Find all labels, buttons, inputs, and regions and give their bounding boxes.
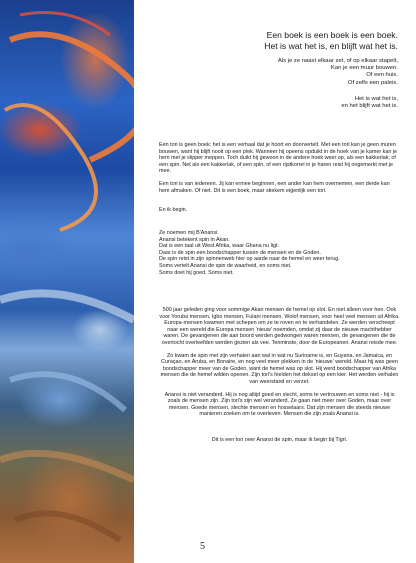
poem-line: en het blijft wat het is. xyxy=(341,103,398,110)
poem-line: Of zelfs een paleis. xyxy=(347,79,398,86)
poem-line: Het is wat het is, xyxy=(354,95,398,102)
anansi-section xyxy=(159,230,400,276)
page-number: 5 xyxy=(200,541,205,552)
history-paragraph-1: 500 jaar geleden ging voor sommige Akan mensen de hemel op slot. En niet alleen voor hen. Ook voor Yoruba mensen, Igbo mensen, Fulani mensen, Wolof mensen, voor heel veel mensen uit Afrika. Europa-mensen kwamen met schepen om ze te roven en te verhandelen. Ze werden verscheept naar een wereld die Europa mensen 'nieuw' noemden, omdat zij daar de nieuwe machthebber waren. De gevangenen die aan boord werden gedwongen waren mensen, de gevangenen die de overtocht overleefden werden gezien als vee. Tenminste, door de Europeanen. Anansi reisde mee. xyxy=(159,307,400,346)
intro-section xyxy=(159,142,400,214)
anansi-line: Dat is een taal uit West Afrika, waar Ghana nu ligt. xyxy=(159,243,280,250)
anansi-line: Anansi betekent spin in Akan. xyxy=(159,236,230,243)
poem-line: Kan je een muur bouwen. xyxy=(330,65,398,72)
cover-artwork xyxy=(0,0,134,563)
poem-stanza-2 xyxy=(152,96,398,110)
anansi-line: Ze noemen mij B'Anansi. xyxy=(159,230,219,236)
title-line-1: Een boek is een boek is een boek. xyxy=(266,30,398,40)
anansi-line: Soms doet hij goed. Soms niet. xyxy=(159,269,234,276)
intro-paragraph-2: Een tori is van iedereen. Jij kan ermee beginnen, een ander kan hem overnemen, een derde kan hem afmaken. Of niet. Dit is een boek, maar stiekem eigenlijk een tori. xyxy=(159,180,390,194)
title-line-2: Het is wat het is, en blijft wat het is. xyxy=(264,40,398,51)
anansi-line: De spin reist in zijn spinnenweb hier op aarde naar de hemel en weer terug. xyxy=(159,256,340,263)
poem-line: Als je ze naast elkaar zet, of op elkaar stapelt, xyxy=(277,58,398,64)
history-paragraph-3: Anansi is niet veranderd. Hij is nog altijd goed en slecht, soms te vertrouwen en soms niet - hij is zoals de mensen zijn. Zijn tori's zijn wel veranderd. Ze gaan niet meer over Goden, maar over mensen. Goede mensen, slechte mensen en hosselaars. Dat zijn mensen die steeds nieuwe manieren zoeken om te overleven. Mensen die zijn zoals Anansi is. xyxy=(164,391,395,418)
poem-stanza xyxy=(152,58,398,87)
history-section xyxy=(159,307,400,444)
text-page xyxy=(152,0,398,563)
poem-line: Of een huis. xyxy=(366,72,398,79)
history-paragraph-2: Zo kwam de spin met zijn verhalen aan wal in wat nu Suriname is, en Guyana, en Jamaica, en Curaçao, en Aruba, en Bonaire, en nog veel meer plekken in de 'nieuwe' wereld. Maar hij was geen boodschapper meer van de Goden, want de hemel was op slot. Hij werd boodschapper van Afrika mensen die de hemel wilden openen. Zijn tori's hielden het deksel op een kier. Het werden verhalen van weerstand en verzet. xyxy=(160,352,399,385)
header-block xyxy=(152,30,398,110)
closing-line: Dit is een tori over Anansi de spin, maar ik begin bij Tigri. xyxy=(211,436,348,443)
anansi-line: Daar is de spin een boodschapper tussen de mensen en de Goden. xyxy=(159,249,321,256)
intro-paragraph-3: En ik begin. xyxy=(159,207,188,214)
artwork-brush-strokes xyxy=(0,0,134,563)
intro-paragraph-1: Een tori is geen boek: het is een verhaal dat je hoort en doorvertelt. Met een tori kan je geen muren bouwen, want hij blijft nooit op een plek. Wanneer hij opeens opduikt in de hoek van je kamer kan je hem met je slipper meppen. Toch duikt hij gewoon in de andere hoek weer op, als een kakkerlak; of een spin. Net als een kakkerlak, of een spin, of een rijstkorrel in je haren reist hij ongemerkt met je mee. xyxy=(159,142,398,175)
anansi-line: Soms vertelt Anansi de spin de waarheid, en soms niet. xyxy=(159,262,292,269)
